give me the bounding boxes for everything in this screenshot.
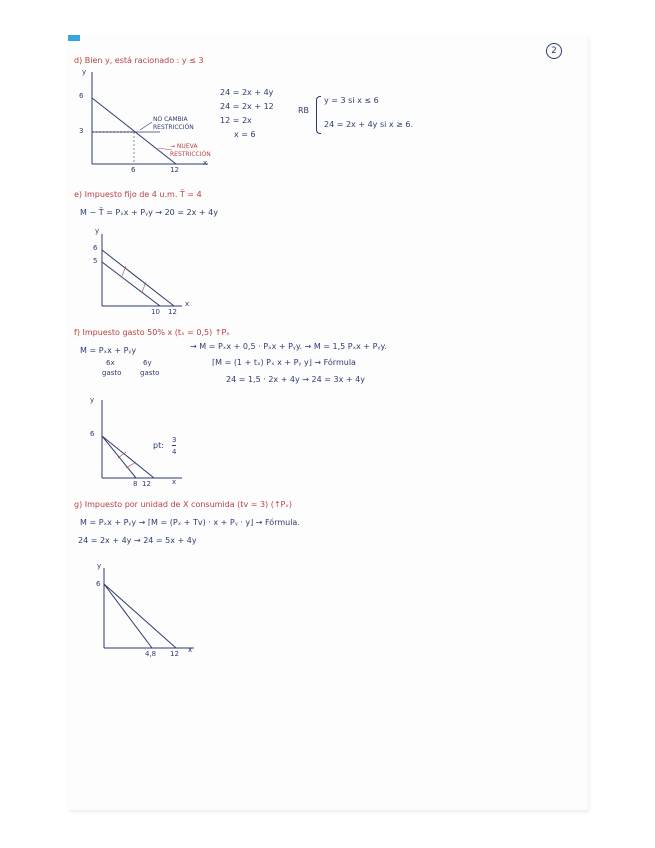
section-d-graph [80,70,220,180]
section-e-formula: M − T̄ = Pₓx + Pᵧy → 20 = 2x + 4y [80,208,218,217]
section-f-title: f) Impuesto gasto 50% x (tₓ = 0,5) ↑Pₓ [74,328,230,337]
section-f-y-axis-label: y [90,396,95,404]
section-g-y-axis-label: y [97,562,102,570]
section-d-eq4: x = 6 [234,130,256,139]
section-e-tick-y-6: 6 [93,244,98,252]
section-f-under-y: 6y [143,359,152,367]
section-f-under-x: 6x [106,359,115,367]
section-d-y-axis-label: y [82,68,87,76]
section-d-note-b: RESTRICCIÓN [153,124,194,131]
section-g-x-axis-label: x [188,646,193,654]
section-d-x-axis-label: x [203,159,208,167]
section-f-tick-x-8: 8 [133,480,138,488]
section-d-rb-line2: 24 = 2x + 4y si x ≥ 6. [324,120,414,129]
section-d-rb-brace [316,96,321,134]
section-d-eq2: 24 = 2x + 12 [220,102,274,111]
section-d-eq1: 24 = 2x + 4y [220,88,274,97]
section-f-pt-label: pt: [153,441,164,450]
section-f-formula-left: M = Pₓx + Pᵧy [80,346,137,355]
section-g-tick-x-48: 4,8 [145,650,157,658]
section-d-rb-label: RB [298,106,310,115]
section-d-tick-y-3: 3 [79,127,84,135]
section-f-formula-right2: ⌈M = (1 + tₓ) Pₓ x + Pᵧ y⌋ → Fórmula [212,358,356,367]
section-d-rb-line1: y = 3 si x ≤ 6 [324,96,379,105]
page-number: 2 [546,43,562,59]
section-d-tick-y-6: 6 [79,92,84,100]
section-e-tick-y-5: 5 [93,257,98,265]
section-e-title: e) Impuesto fijo de 4 u.m. T̄ = 4 [74,190,202,199]
section-g-formula1: M = Pₓx + Pᵧy → ⌈M = (Pₓ + Tv) · x + Pᵧ · y⌋ → Fórmula. [80,518,300,527]
section-f-gasto-x: gasto [102,369,122,377]
section-e-tick-x-10: 10 [151,308,160,316]
section-g-tick-y-6: 6 [96,580,101,588]
section-d-eq3: 12 = 2x [220,116,252,125]
section-e-graph [90,230,190,320]
section-f-formula-right3: 24 = 1,5 · 2x + 4y → 24 = 3x + 4y [226,375,365,384]
section-d-tick-x-6: 6 [131,166,136,174]
section-f-pt-num: 3 [172,436,177,444]
section-d-tick-x-12: 12 [170,166,179,174]
page-corner-tab [68,35,80,41]
section-e-tick-x-12: 12 [168,308,177,316]
section-g-tick-x-12: 12 [170,650,179,658]
section-e-y-axis-label: y [95,227,100,235]
section-f-tick-y-6: 6 [90,430,95,438]
section-g-title: g) Impuesto por unidad de X consumida (tv = 3) (↑Pₓ) [74,500,293,509]
section-d-note-a: NO CAMBIA [153,116,188,123]
section-f-tick-x-12: 12 [142,480,151,488]
section-g-formula2: 24 = 2x + 4y → 24 = 5x + 4y [78,536,197,545]
section-d-note-d: RESTRICCIÓN [170,151,211,158]
section-f-pt-den: 4 [172,448,177,456]
section-d-note-c: → NUEVA [170,143,198,150]
section-f-x-axis-label: x [172,478,177,486]
section-d-title: d) Bien y, está racionado : y ≤ 3 [74,56,204,65]
section-e-x-axis-label: x [185,300,190,308]
section-f-gasto-y: gasto [140,369,160,377]
section-f-formula-right1: → M = Pₓx + 0,5 · Pₓx + Pᵧy. → M = 1,5 Pₓx + Pᵧy. [190,342,387,351]
